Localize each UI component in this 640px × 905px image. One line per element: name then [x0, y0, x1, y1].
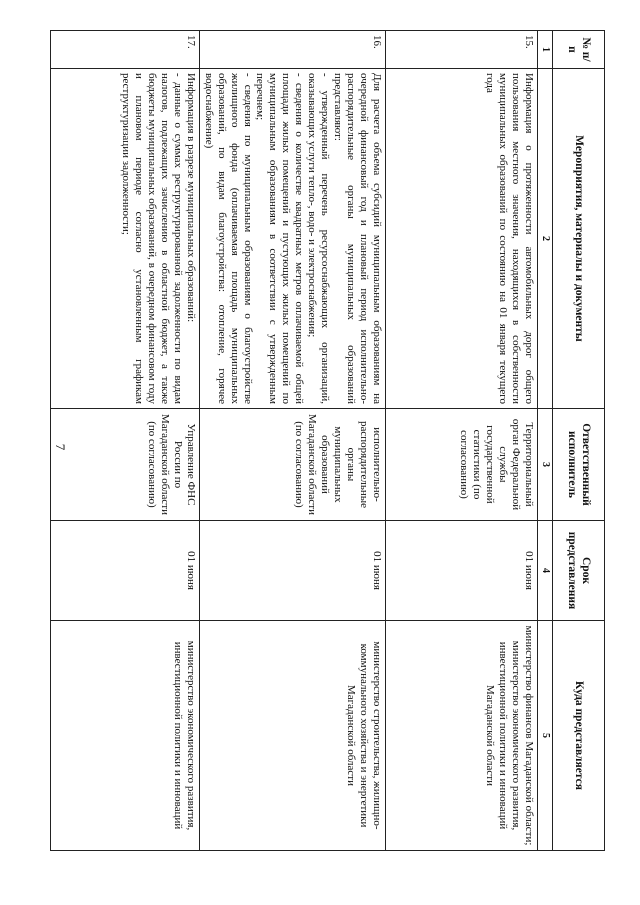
row-deadline: 01 июня — [199, 521, 386, 621]
content-line: Для расчета объема субсидий муниципальным образованиям на очередной финансовый год и плановый период исполнительно-распорядительные органы муниципальных образований представляют: — [332, 73, 384, 404]
header-row — [553, 31, 605, 851]
row-recipient: министерство финансов Магаданской области; министерство экономического развития, инвестиционной политики и инноваций Магаданской области — [386, 621, 538, 851]
content-line: - данные о суммах реструктурированной задолженности по видам налогов, подлежащих зачислению в областной бюджет, а также бюджеты муниципальных образований, в очередном финансовом году и плановом периоде согласно установленным графикам реструктуризации задолженности; — [119, 73, 184, 404]
content-line: Информация в разрезе муниципальных образований: — [184, 73, 197, 323]
index-cell: 4 — [538, 521, 553, 621]
row-number: 15. — [386, 31, 538, 69]
content-line: Информация о протяженности автомобильных дорог общего пользования местного значения, находящихся в собственности муниципальных образований по состоянию на 01 января текущего года — [484, 73, 536, 404]
header-content: Мероприятия, материалы и документы — [553, 69, 605, 409]
page-number: 7 — [53, 443, 68, 451]
table-row — [50, 31, 199, 851]
row-recipient: министерство экономического развития, инвестиционной политики и инноваций — [50, 621, 199, 851]
rotated-table-wrapper — [80, 30, 605, 850]
content-line: - утвержденный перечень ресурсоснабжающих организаций, оказывающих услуги тепло-, водо- и электроснабжения; — [306, 73, 332, 404]
index-row — [538, 31, 553, 851]
header-deadline: Срок представления — [553, 521, 605, 621]
row-content — [386, 69, 538, 409]
index-cell: 2 — [538, 69, 553, 409]
table-row — [386, 31, 538, 851]
row-deadline: 01 июня — [50, 521, 199, 621]
content-line: - сведения по муниципальным образованиям о благоустройстве жилищного фонда (оплачиваемая площадь муниципальных образований, по видам благоустройства: отопление, горячее водоснабжение) — [202, 73, 254, 404]
row-content — [199, 69, 386, 409]
header-executor: Ответственный исполнитель — [553, 409, 605, 521]
header-num: № п/п — [553, 31, 605, 69]
index-cell: 3 — [538, 409, 553, 521]
index-cell: 5 — [538, 621, 553, 851]
row-recipient: министерство строительства, жилищно-коммунального хозяйства и энергетики Магаданской области — [199, 621, 386, 851]
row-number: 17. — [50, 31, 199, 69]
content-line: - сведения о количестве квадратных метров оплачиваемой общей площади жилых помещений и пустующих жилых помещений по муниципальным образованиям в соответствии с утвержденным перечнем; — [254, 73, 306, 404]
row-number: 16. — [199, 31, 386, 69]
index-cell: 1 — [538, 31, 553, 69]
row-executor: Управление ФНС России по Магаданской области (по согласованию) — [50, 409, 199, 521]
header-recipient: Куда представляется — [553, 621, 605, 851]
events-table — [50, 30, 605, 851]
row-content — [50, 69, 199, 409]
row-deadline: 01 июня — [386, 521, 538, 621]
row-executor: Территориальный орган Федеральной службы государственной статистики (по согласованию) — [386, 409, 538, 521]
table-row — [199, 31, 386, 851]
row-executor: исполнительно-распорядительные органы муниципальных образований Магаданской области (по согласованию) — [199, 409, 386, 521]
